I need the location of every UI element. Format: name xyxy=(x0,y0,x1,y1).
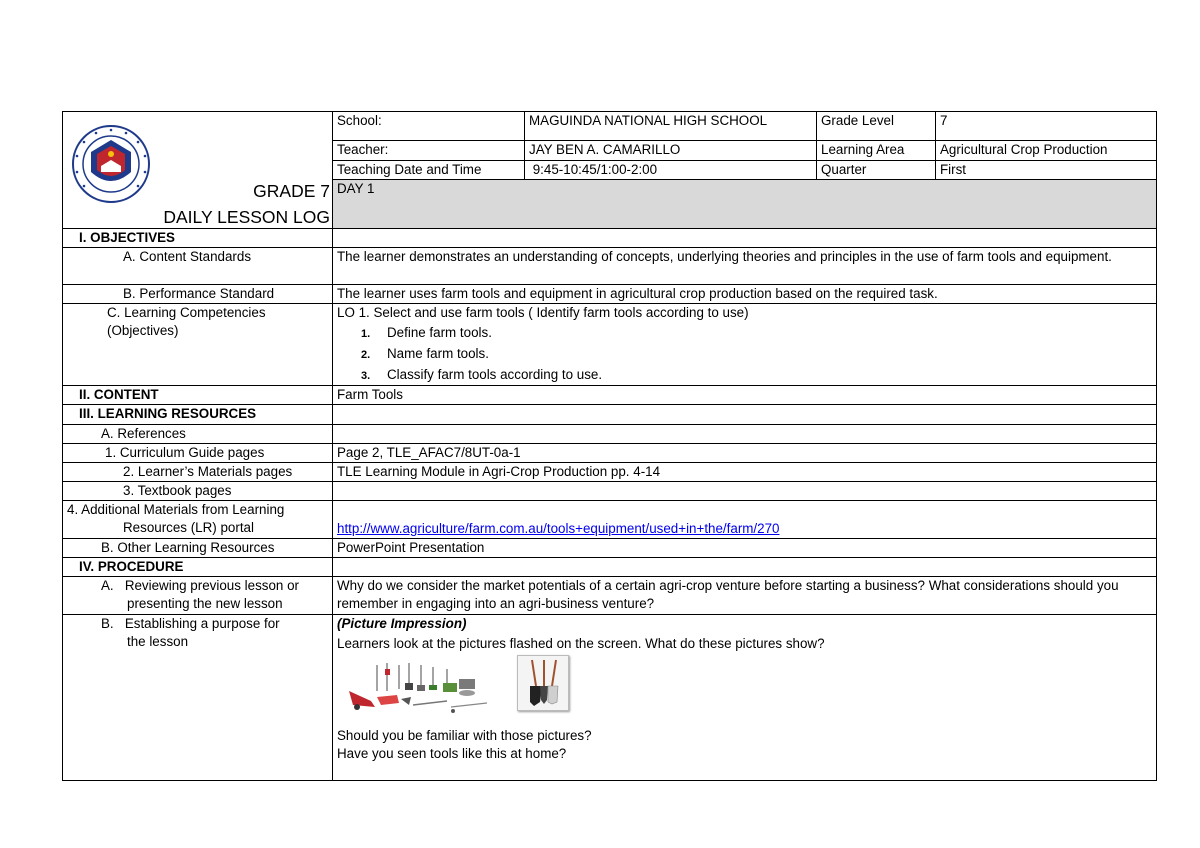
curriculum-guide-value: Page 2, TLE_AFAC7/8UT-0a-1 xyxy=(333,444,1157,463)
header-logo-cell xyxy=(63,112,333,229)
additional-materials-label-line1: 4. Additional Materials from Learning xyxy=(67,502,285,517)
quarter-value: First xyxy=(936,161,1157,180)
deped-seal-icon xyxy=(71,124,151,204)
teaching-date-label: Teaching Date and Time xyxy=(333,161,525,180)
farm-tools-collage-image xyxy=(347,661,497,715)
objectives-list xyxy=(337,322,1152,385)
procedure-a-value: Why do we consider the market potentials of a certain agri-crop venture before starting a business? What considerations should you remember in engaging into an agri-business venture? xyxy=(333,577,1157,615)
content-value: Farm Tools xyxy=(333,386,1157,405)
list-number: 2. xyxy=(361,349,371,361)
grade-title: GRADE 7 xyxy=(253,181,330,201)
learning-area-value: Agricultural Crop Production xyxy=(936,141,1157,161)
farm-tools-pictures xyxy=(337,653,1152,727)
learning-resources-heading: III. LEARNING RESOURCES xyxy=(63,405,333,425)
list-text: Define farm tools. xyxy=(387,325,492,340)
textbook-pages-label: 3. Textbook pages xyxy=(63,482,333,501)
procedure-a-label xyxy=(63,577,333,615)
daily-lesson-log-title: DAILY LESSON LOG xyxy=(163,207,330,227)
learning-area-label: Learning Area xyxy=(817,141,936,161)
references-label: A. References xyxy=(63,425,333,444)
content-standards-label: A. Content Standards xyxy=(63,248,333,285)
content-standards-value: The learner demonstrates an understanding of concepts, underlying theories and principles in the use of farm tools and equipment. xyxy=(333,248,1157,285)
school-value: MAGUINDA NATIONAL HIGH SCHOOL xyxy=(525,112,817,141)
other-resources-label: B. Other Learning Resources xyxy=(63,539,333,558)
learning-objective-lo1: LO 1. Select and use farm tools ( Identify farm tools according to use) xyxy=(337,305,749,320)
performance-standard-value: The learner uses farm tools and equipment in agricultural crop production based on the required task. xyxy=(333,285,1157,304)
additional-materials-value xyxy=(333,501,1157,539)
content-heading: II. CONTENT xyxy=(63,386,333,405)
textbook-pages-empty xyxy=(333,482,1157,501)
list-number: 3. xyxy=(361,370,371,382)
additional-materials-label-line2: Resources (LR) portal xyxy=(123,520,254,535)
procedure-b-value xyxy=(333,615,1157,781)
procedure-b-label-line1: B. Establishing a purpose for xyxy=(101,616,280,631)
teaching-date-value: 9:45-10:45/1:00-2:00 xyxy=(525,161,817,180)
picture-impression-title: (Picture Impression) xyxy=(337,616,467,631)
list-number: 1. xyxy=(361,328,371,340)
objectives-empty xyxy=(333,229,1157,248)
school-label: School: xyxy=(333,112,525,141)
other-resources-value: PowerPoint Presentation xyxy=(333,539,1157,558)
list-text: Classify farm tools according to use. xyxy=(387,367,603,382)
learning-competencies-value xyxy=(333,304,1157,386)
procedure-heading: IV. PROCEDURE xyxy=(63,558,333,577)
procedure-a-label-line2: presenting the new lesson xyxy=(127,596,283,611)
teacher-label: Teacher: xyxy=(333,141,525,161)
picture-impression-prompt: Learners look at the pictures flashed on the screen. What do these pictures show? xyxy=(337,636,825,651)
objectives-heading: I. OBJECTIVES xyxy=(63,229,333,248)
teacher-value: JAY BEN A. CAMARILLO xyxy=(525,141,817,161)
procedure-b-label xyxy=(63,615,333,781)
list-item xyxy=(337,364,1152,385)
question-seen-tools: Have you seen tools like this at home? xyxy=(337,746,567,761)
performance-standard-label: B. Performance Standard xyxy=(63,285,333,304)
daily-lesson-log-table xyxy=(62,111,1157,781)
list-item xyxy=(337,322,1152,343)
learning-competencies-label: C. Learning Competencies (Objectives) xyxy=(63,304,333,386)
procedure-empty xyxy=(333,558,1157,577)
quarter-label: Quarter xyxy=(817,161,936,180)
question-familiar: Should you be familiar with those pictures? xyxy=(337,728,592,743)
learners-materials-value: TLE Learning Module in Agri-Crop Production pp. 4-14 xyxy=(333,463,1157,482)
grade-level-value: 7 xyxy=(936,112,1157,141)
procedure-b-label-line2: the lesson xyxy=(127,634,189,649)
grade-level-label: Grade Level xyxy=(817,112,936,141)
learners-materials-label: 2. Learner’s Materials pages xyxy=(63,463,333,482)
curriculum-guide-label: 1. Curriculum Guide pages xyxy=(63,444,333,463)
learning-resources-empty xyxy=(333,405,1157,425)
list-item xyxy=(337,343,1152,364)
additional-materials-label xyxy=(63,501,333,539)
procedure-a-label-line1: A. Reviewing previous lesson or xyxy=(101,578,299,593)
list-text: Name farm tools. xyxy=(387,346,489,361)
day-label: DAY 1 xyxy=(333,180,1157,229)
references-empty xyxy=(333,425,1157,444)
shovels-image xyxy=(517,655,569,711)
lr-portal-link[interactable]: http://www.agriculture/farm.com.au/tools+equipment/used+in+the/farm/270 xyxy=(337,521,780,536)
